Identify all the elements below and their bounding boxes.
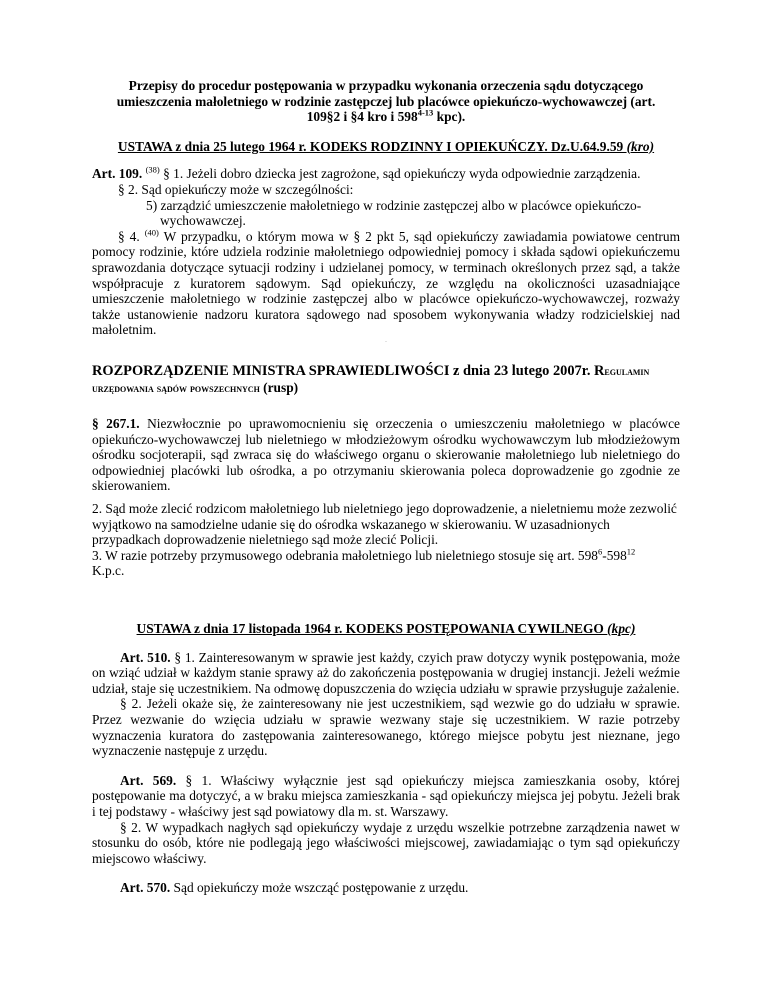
kpc-art-510-par-2: § 2. Jeżeli okaże się, że zainteresowany nie jest uczestnikiem, sąd wezwie go do udziału w sprawie. Przez wezwanie do wzięcia udziału w sprawie wezwany staje się uczestnikiem. W razie potrzeby wyznaczenia kuratora do zastępowania zainteresowanego, którego miejsce pobytu jest nieznane, jego wyznaczenie następuje z urzędu. <box>92 696 680 759</box>
kpc-art-510-par-1: Art. 510. § 1. Zainteresowanym w sprawie jest każdy, czyich praw dotyczy wynik postępowania, może on wziąć udział w każdym stanie sprawy aż do zakończenia postępowania w drugiej instancji. Jeżeli weźmie udział, staje się uczestnikiem. Na odmowę dopuszczenia do wzięcia udziału w sprawie przysługuje zażalenie. <box>92 649 680 696</box>
kpc-heading: USTAWA z dnia 17 listopada 1964 r. KODEKS POSTĘPOWANIA CYWILNEGO (kpc) <box>136 621 636 637</box>
kro-art-109-item-5: 5) zarządzić umieszczenie małoletniego w rodzinie zastępczej albo w placówce opiekuńczo- wychowawczej. <box>146 197 642 229</box>
kpc-art-569-par-1: Art. 569. § 1. Właściwy wyłącznie jest sąd opiekuńczy miejsca zamieszkania osoby, której postępowanie ma dotyczyć, a w braku miejsca zamieszkania - sąd opiekuńczy miejsca jej pobytu. Jeżeli brak i tej podstawy - właściwy jest sąd powiatowy dla m. st. Warszawy. <box>92 772 680 819</box>
kro-art-109-par-2: § 2. Sąd opiekuńczy może w szczególności: <box>118 181 354 197</box>
kro-art-109-par-4: § 4. $^{(40)}$ W przypadku, o którym mowa w § 2 pkt 5, sąd opiekuńczy zawiadamia powiatowe centrum pomocy rodzinie, które udziela rodzinie małoletniego odpowiedniej pomocy i składa sądowi opiekuńczemu sprawozdania dotyczące sytuacji rodziny i udzielanej pomocy, w terminach określonych przez sąd, a także współpracuje z kuratorem sądowym. Sąd opiekuńczy, ze względu na okoliczności uzasadniające umieszczenie małoletniego w rodzinie zastępczej albo w placówce opiekuńczo-wychowawczej, rozważy także ustanowienie nadzoru kuratora sądowego nad sposobem wykonywania władzy rodzicielskiej nad małoletnim. <box>92 227 680 338</box>
kro-art-109-par-1: Art. 109. $^{(38)}$ § 1. Jeżeli dobro dziecka jest zagrożone, sąd opiekuńczy wyda odpowiednie zarządzenia. <box>92 164 641 182</box>
title-line-1: Przepisy do procedur postępowania w przypadku wykonania orzeczenia sądu dotyczącego <box>128 78 644 93</box>
separator-dot: . <box>385 337 387 344</box>
kpc-art-570: Art. 570. Sąd opiekuńczy może wszcząć postępowanie z urzędu. <box>120 880 469 896</box>
rusp-par-267-3: 3. W razie potrzeby przymusowego odebrania małoletniego lub nieletniego stosuje się art. $598^6-598^{12}$ K.p.c. <box>92 546 636 579</box>
rusp-par-267-1: § 267.1. Niezwłocznie po uprawomocnieniu się orzeczenia o umieszczeniu małoletniego w placówce opiekuńczo-wychowawczej lub nieletniego w młodzieżowym ośrodku wychowawczym lub młodzieżowym ośrodku socjoterapii, sąd zwraca się do właściwego organu o skierowanie małoletniego lub nieletniego do odpowiedniej placówki lub ośrodka, a po otrzymaniu skierowania poleca doprowadzenie go zgodnie ze skierowaniem. <box>92 416 680 494</box>
title-line-2: umieszczenia małoletniego w rodzinie zastępczej lub placówce opiekuńczo-wychowawczej (art. <box>116 93 656 109</box>
kpc-art-569-par-2: § 2. W wypadkach nagłych sąd opiekuńczy wydaje z urzędu wszelkie potrzebne zarządzenia nawet w stosunku do osób, które nie podlegają jego właściwości miejscowej, zawiadamiając o tym sąd opiekuńczy miejscowo właściwy. <box>92 819 680 866</box>
rusp-heading: ROZPORZĄDZENIE MINISTRA SPRAWIEDLIWOŚCI z dnia 23 lutego 2007r. Regulamin urzędowania sądów powszechnych (rusp) <box>92 362 650 395</box>
document-title <box>92 78 680 125</box>
title-line-3: 109§2 i §4 kro i 598$^{4-13}$ kpc). <box>306 107 466 125</box>
rusp-par-267-2: 2. Sąd może zlecić rodzicom małoletniego lub nieletniego jego doprowadzenie, a nieletniemu może zezwolić wyjątkowo na samodzielne udanie się do ośrodka wskazanego w skierowaniu. W uzasadnionych przypadkach doprowadzenie nieletniego sąd może zlecić Policji. <box>92 501 677 548</box>
document-page <box>92 78 680 896</box>
kro-art-109 <box>92 166 680 344</box>
kro-heading: USTAWA z dnia 25 lutego 1964 r. KODEKS RODZINNY I OPIEKUŃCZY. Dz.U.64.9.59 (kro) <box>117 138 655 154</box>
